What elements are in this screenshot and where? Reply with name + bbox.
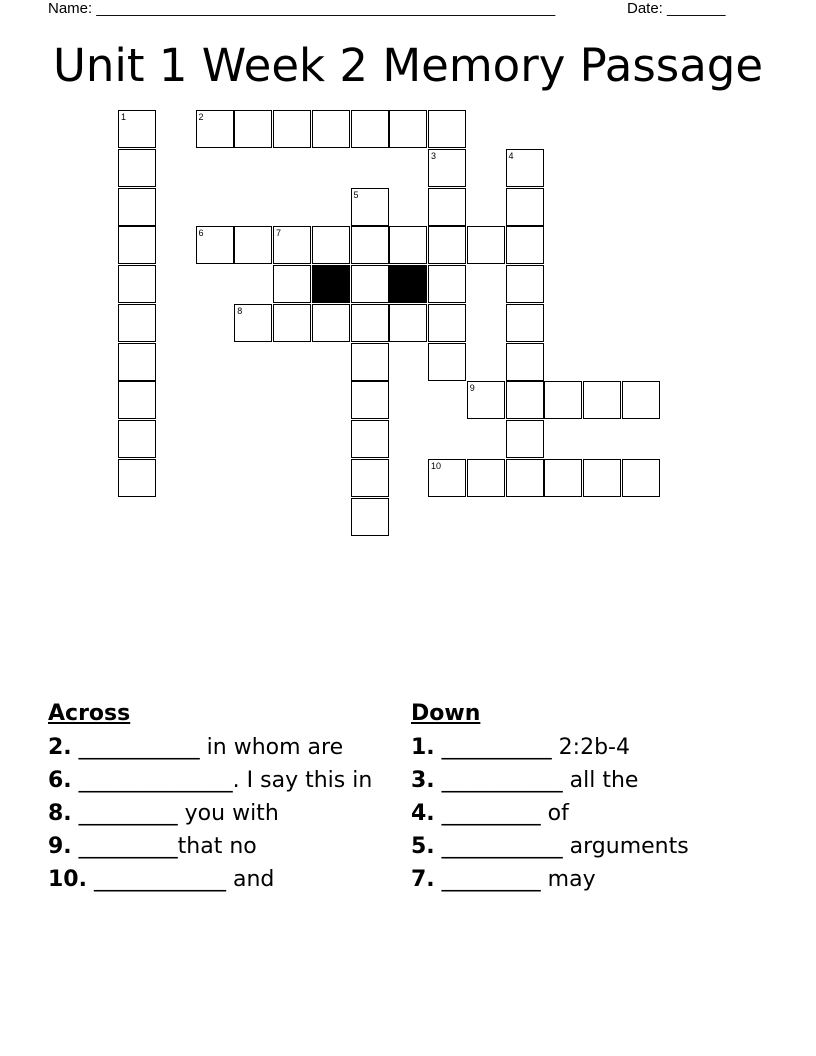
grid-cell[interactable] bbox=[351, 343, 389, 381]
clue-number: 3 bbox=[431, 150, 437, 161]
page-title: Unit 1 Week 2 Memory Passage bbox=[52, 39, 764, 92]
grid-cell[interactable] bbox=[467, 459, 505, 497]
clue-number: 6 bbox=[198, 228, 204, 239]
grid-cell[interactable] bbox=[351, 420, 389, 458]
clue-across-10: 10. ____________ and bbox=[48, 867, 275, 892]
grid-cell[interactable] bbox=[312, 110, 350, 148]
grid-cell[interactable] bbox=[118, 304, 156, 342]
grid-cell[interactable] bbox=[506, 188, 544, 226]
grid-cell[interactable] bbox=[234, 226, 272, 264]
clue-down-3: 3. ___________ all the bbox=[411, 768, 639, 793]
grid-cell[interactable] bbox=[118, 343, 156, 381]
down-heading: Down bbox=[411, 701, 481, 726]
grid-cell[interactable] bbox=[428, 188, 466, 226]
grid-cell[interactable] bbox=[622, 381, 660, 419]
clue-number: 10 bbox=[431, 460, 442, 471]
grid-cell[interactable] bbox=[428, 149, 466, 187]
down-clues bbox=[411, 700, 741, 899]
grid-cell[interactable] bbox=[622, 459, 660, 497]
clue-across-2: 2. ___________ in whom are bbox=[48, 735, 344, 760]
grid-cell[interactable] bbox=[506, 381, 544, 419]
grid-cell[interactable] bbox=[583, 381, 621, 419]
grid-cell[interactable] bbox=[351, 110, 389, 148]
grid-cell[interactable] bbox=[234, 304, 272, 342]
grid-cell[interactable] bbox=[273, 110, 311, 148]
across-clues bbox=[48, 700, 378, 899]
clue-number: 4 bbox=[508, 150, 514, 161]
grid-cell[interactable] bbox=[118, 226, 156, 264]
grid-cell[interactable] bbox=[389, 110, 427, 148]
grid-block bbox=[389, 265, 427, 303]
clue-number: 7 bbox=[276, 228, 282, 239]
clue-down-1: 1. __________ 2:2b-4 bbox=[411, 735, 630, 760]
grid-cell[interactable] bbox=[544, 381, 582, 419]
grid-cell[interactable] bbox=[196, 110, 234, 148]
grid-cell[interactable] bbox=[118, 459, 156, 497]
grid-cell[interactable] bbox=[506, 226, 544, 264]
clue-down-5: 5. ___________ arguments bbox=[411, 834, 689, 859]
date-field[interactable]: Date: _______ bbox=[627, 0, 726, 17]
clue-down-4: 4. _________ of bbox=[411, 801, 569, 826]
clue-number: 9 bbox=[469, 383, 475, 394]
grid-cell[interactable] bbox=[428, 343, 466, 381]
grid-cell[interactable] bbox=[506, 304, 544, 342]
grid-cell[interactable] bbox=[428, 265, 466, 303]
grid-cell[interactable] bbox=[118, 381, 156, 419]
grid-cell[interactable] bbox=[544, 459, 582, 497]
grid-cell[interactable] bbox=[506, 420, 544, 458]
grid-cell[interactable] bbox=[389, 226, 427, 264]
grid-cell[interactable] bbox=[312, 304, 350, 342]
grid-cell[interactable] bbox=[506, 265, 544, 303]
grid-cell[interactable] bbox=[351, 265, 389, 303]
clue-down-7: 7. _________ may bbox=[411, 867, 596, 892]
grid-cell[interactable] bbox=[351, 304, 389, 342]
clue-across-9: 9. _________that no bbox=[48, 834, 257, 859]
grid-cell[interactable] bbox=[428, 110, 466, 148]
grid-cell[interactable] bbox=[467, 226, 505, 264]
grid-cell[interactable] bbox=[196, 226, 234, 264]
grid-cell[interactable] bbox=[389, 304, 427, 342]
clue-across-6: 6. ______________. I say this in bbox=[48, 768, 373, 793]
grid-block bbox=[312, 265, 350, 303]
grid-cell[interactable] bbox=[273, 304, 311, 342]
grid-cell[interactable] bbox=[428, 304, 466, 342]
grid-cell[interactable] bbox=[506, 149, 544, 187]
grid-cell[interactable] bbox=[118, 149, 156, 187]
grid-cell[interactable] bbox=[428, 226, 466, 264]
grid-cell[interactable] bbox=[506, 459, 544, 497]
across-heading: Across bbox=[48, 701, 131, 726]
grid-cell[interactable] bbox=[506, 343, 544, 381]
grid-cell[interactable] bbox=[312, 226, 350, 264]
grid-cell[interactable] bbox=[583, 459, 621, 497]
grid-cell[interactable] bbox=[273, 265, 311, 303]
clue-number: 5 bbox=[353, 189, 359, 200]
name-field[interactable]: Name: _______________________________________________________ bbox=[48, 0, 556, 17]
grid-cell[interactable] bbox=[118, 188, 156, 226]
grid-cell[interactable] bbox=[351, 498, 389, 536]
grid-cell[interactable] bbox=[273, 226, 311, 264]
grid-cell[interactable] bbox=[467, 381, 505, 419]
grid-cell[interactable] bbox=[118, 110, 156, 148]
clue-number: 2 bbox=[198, 112, 204, 122]
clue-across-8: 8. _________ you with bbox=[48, 801, 279, 826]
grid-cell[interactable] bbox=[428, 459, 466, 497]
grid-cell[interactable] bbox=[351, 226, 389, 264]
grid-cell[interactable] bbox=[234, 110, 272, 148]
grid-cell[interactable] bbox=[351, 188, 389, 226]
grid-cell[interactable] bbox=[351, 459, 389, 497]
grid-cell[interactable] bbox=[351, 381, 389, 419]
grid-cell[interactable] bbox=[118, 420, 156, 458]
clue-number: 8 bbox=[237, 305, 243, 316]
grid-cell[interactable] bbox=[118, 265, 156, 303]
clue-number: 1 bbox=[121, 112, 127, 122]
